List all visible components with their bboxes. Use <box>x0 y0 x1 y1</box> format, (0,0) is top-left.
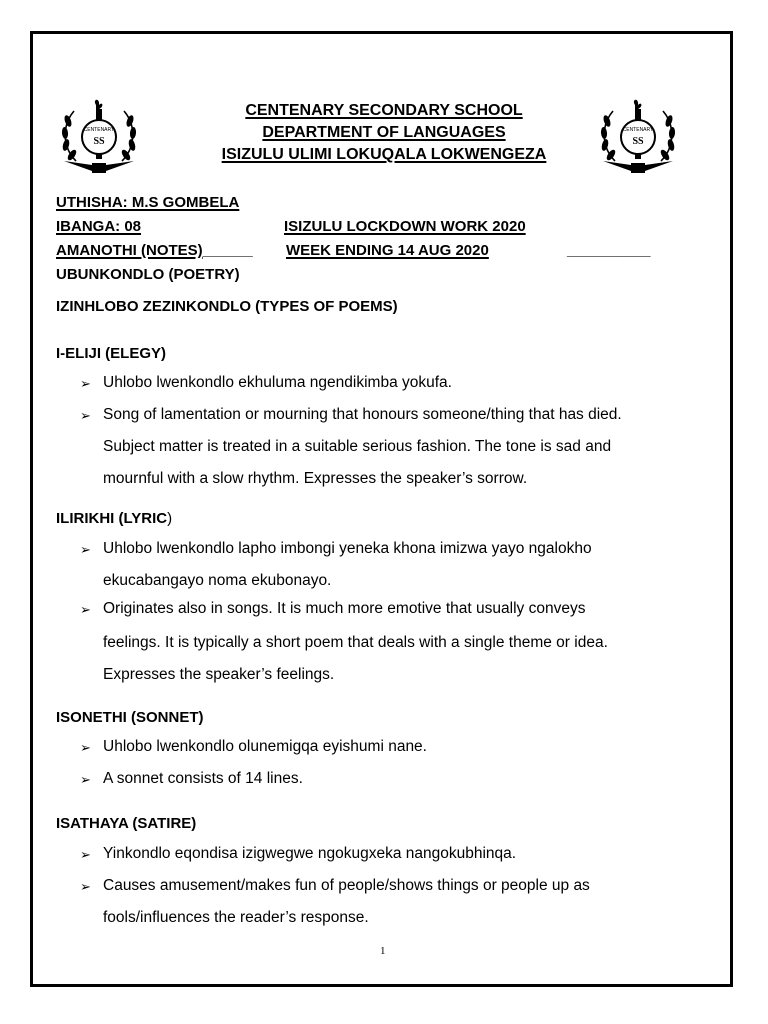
list-item-cont: ekucabangayo noma ekubonayo. <box>103 572 332 589</box>
notes-line <box>56 242 253 259</box>
bullet-arrow-icon: ➢ <box>80 772 91 787</box>
bullet-arrow-icon: ➢ <box>80 740 91 755</box>
page-number: 1 <box>380 945 386 957</box>
svg-text:SS: SS <box>632 136 644 147</box>
list-item: A sonnet consists of 14 lines. <box>103 770 303 787</box>
section-heading-lyric: ILIRIKHI (LYRIC) <box>56 510 173 527</box>
list-item-cont: fools/influences the reader’s response. <box>103 909 369 926</box>
bullet-arrow-icon: ➢ <box>80 879 91 894</box>
list-item-cont: mournful with a slow rhythm. Expresses the speaker’s sorrow. <box>103 470 528 487</box>
list-item: Song of lamentation or mourning that honours someone/thing that has died. <box>103 406 622 423</box>
list-item-cont: Expresses the speaker’s feelings. <box>103 666 335 683</box>
bullet-arrow-icon: ➢ <box>80 602 91 617</box>
topic-heading: UBUNKONDLO (POETRY) <box>56 266 240 283</box>
bullet-arrow-icon: ➢ <box>80 542 91 557</box>
list-item: Uhlobo lwenkondlo lapho imbongi yeneka khona imizwa yayo ngalokho <box>103 540 592 557</box>
department-name: DEPARTMENT OF LANGUAGES <box>262 124 506 141</box>
svg-text:SS: SS <box>93 136 105 147</box>
bullet-arrow-icon: ➢ <box>80 376 91 391</box>
school-crest-right-icon <box>595 99 681 179</box>
section-heading-sonnet: ISONETHI (SONNET) <box>56 709 204 726</box>
bullet-arrow-icon: ➢ <box>80 847 91 862</box>
list-item: Causes amusement/makes fun of people/shows things or people up as <box>103 877 590 894</box>
week-fill: __________ <box>567 242 651 259</box>
list-item: Originates also in songs. It is much more emotive that usually conveys <box>103 600 586 617</box>
section-heading-satire: ISATHAYA (SATIRE) <box>56 815 197 832</box>
svg-text:CENTENARY: CENTENARY <box>622 127 654 133</box>
list-item: Uhlobo lwenkondlo olunemigqa eyishumi nane. <box>103 738 427 755</box>
svg-text:CENTENARY: CENTENARY <box>83 127 115 133</box>
lockdown-title: ISIZULU LOCKDOWN WORK 2020 <box>284 218 526 235</box>
teacher-line: UTHISHA: M.S GOMBELA <box>56 194 240 211</box>
types-heading: IZINHLOBO ZEZINKONDLO (TYPES OF POEMS) <box>56 298 398 315</box>
grade-line: IBANGA: 08 <box>56 218 142 235</box>
school-crest-left-icon <box>56 99 142 179</box>
notes-label: AMANOTHI (NOTES) <box>56 242 203 259</box>
list-item-cont: Subject matter is treated in a suitable serious fashion. The tone is sad and <box>103 438 612 455</box>
notes-fill: ______ <box>202 242 253 259</box>
bullet-arrow-icon: ➢ <box>80 408 91 423</box>
week-ending: WEEK ENDING 14 AUG 2020 <box>286 242 489 259</box>
list-item-cont: feelings. It is typically a short poem that deals with a single theme or idea. <box>103 634 608 651</box>
section-heading-elegy: I-ELIJI (ELEGY) <box>56 345 167 362</box>
subject-title: ISIZULU ULIMI LOKUQALA LOKWENGEZA <box>221 146 547 163</box>
list-item: Uhlobo lwenkondlo ekhuluma ngendikimba yokufa. <box>103 374 452 391</box>
list-item: Yinkondlo eqondisa izigwegwe ngokugxeka nangokubhinqa. <box>103 845 517 862</box>
school-name: CENTENARY SECONDARY SCHOOL <box>245 102 523 119</box>
